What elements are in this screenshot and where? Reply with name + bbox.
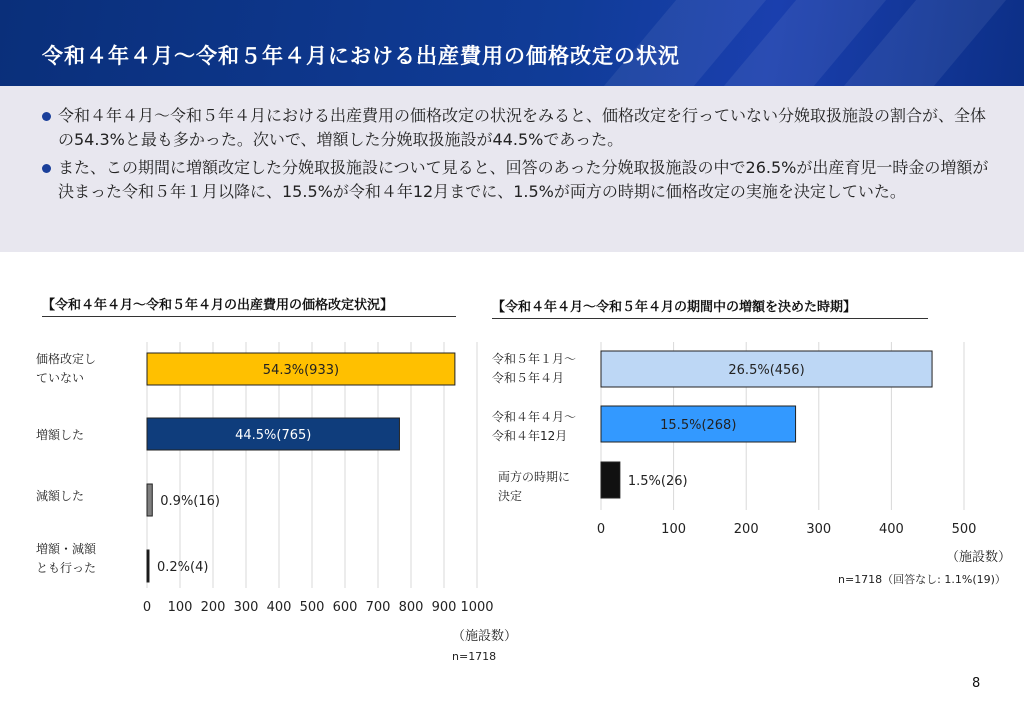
- sample-size-note: n=1718（回答なし: 1.1%(19)）: [838, 573, 1006, 586]
- chart-title-left: 【令和４年４月～令和５年４月の出産費用の価格改定状況】: [42, 294, 456, 317]
- x-tick-label: 100: [167, 600, 193, 615]
- summary-text: また、この期間に増額改定した分娩取扱施設について見ると、回答のあった分娩取扱施設の中で26.5%が出産育児一時金の増額が決まった令和５年１月以降に、15.5%が令和４年12月までに、1.5%が両方の時期に価格改定の実施を決定していた。: [58, 158, 989, 201]
- x-tick-label: 400: [266, 600, 292, 615]
- x-axis-unit: （施設数）: [452, 629, 518, 644]
- x-tick-label: 800: [398, 600, 424, 615]
- data-label: 1.5%(26): [627, 474, 688, 489]
- data-label: 0.2%(4): [157, 560, 209, 575]
- data-label: 0.9%(16): [160, 494, 220, 509]
- page-title: 令和４年４月～令和５年４月における出産費用の価格改定の状況: [42, 44, 680, 68]
- category-label: 増額・減額 とも行った: [36, 542, 97, 575]
- x-axis-unit: （施設数）: [946, 550, 1012, 565]
- x-tick-label: 100: [661, 522, 687, 537]
- x-tick-label: 300: [806, 522, 832, 537]
- data-label: 26.5%(456): [728, 363, 805, 378]
- page-number: 8: [972, 676, 981, 691]
- x-tick-label: 200: [733, 522, 759, 537]
- data-label: 44.5%(765): [235, 428, 312, 443]
- x-tick-label: 500: [299, 600, 325, 615]
- x-tick-label: 0: [596, 522, 606, 537]
- category-label: 減額した: [36, 489, 85, 503]
- x-tick-label: 600: [332, 600, 358, 615]
- summary-text: 令和４年４月～令和５年４月における出産費用の価格改定の状況をみると、価格改定を行っていない分娩取扱施設の割合が、全体の54.3%と最も多かった。次いで、増額した分娩取扱施設が44.5%であった。: [58, 106, 987, 149]
- x-tick-label: 500: [951, 522, 977, 537]
- x-tick-label: 900: [431, 600, 457, 615]
- category-label: 増額した: [36, 428, 85, 442]
- x-tick-label: 300: [233, 600, 259, 615]
- x-tick-label: 1000: [460, 600, 494, 615]
- x-tick-label: 200: [200, 600, 226, 615]
- chart-title-right: 【令和４年４月～令和５年４月の期間中の増額を決めた時期】: [492, 296, 928, 319]
- data-label: 54.3%(933): [262, 363, 340, 378]
- data-label: 15.5%(268): [660, 418, 737, 433]
- x-tick-label: 0: [142, 600, 152, 615]
- sample-size-note: n=1718: [452, 650, 497, 663]
- category-label: 両方の時期に 決定: [498, 470, 571, 503]
- category-label: 令和４年４月～ 令和４年12月: [492, 410, 577, 443]
- x-tick-label: 400: [878, 522, 904, 537]
- category-label: 令和５年１月～ 令和５年４月: [492, 352, 577, 385]
- x-tick-label: 700: [365, 600, 391, 615]
- bar: [601, 462, 620, 498]
- category-label: 価格改定し ていない: [36, 352, 97, 385]
